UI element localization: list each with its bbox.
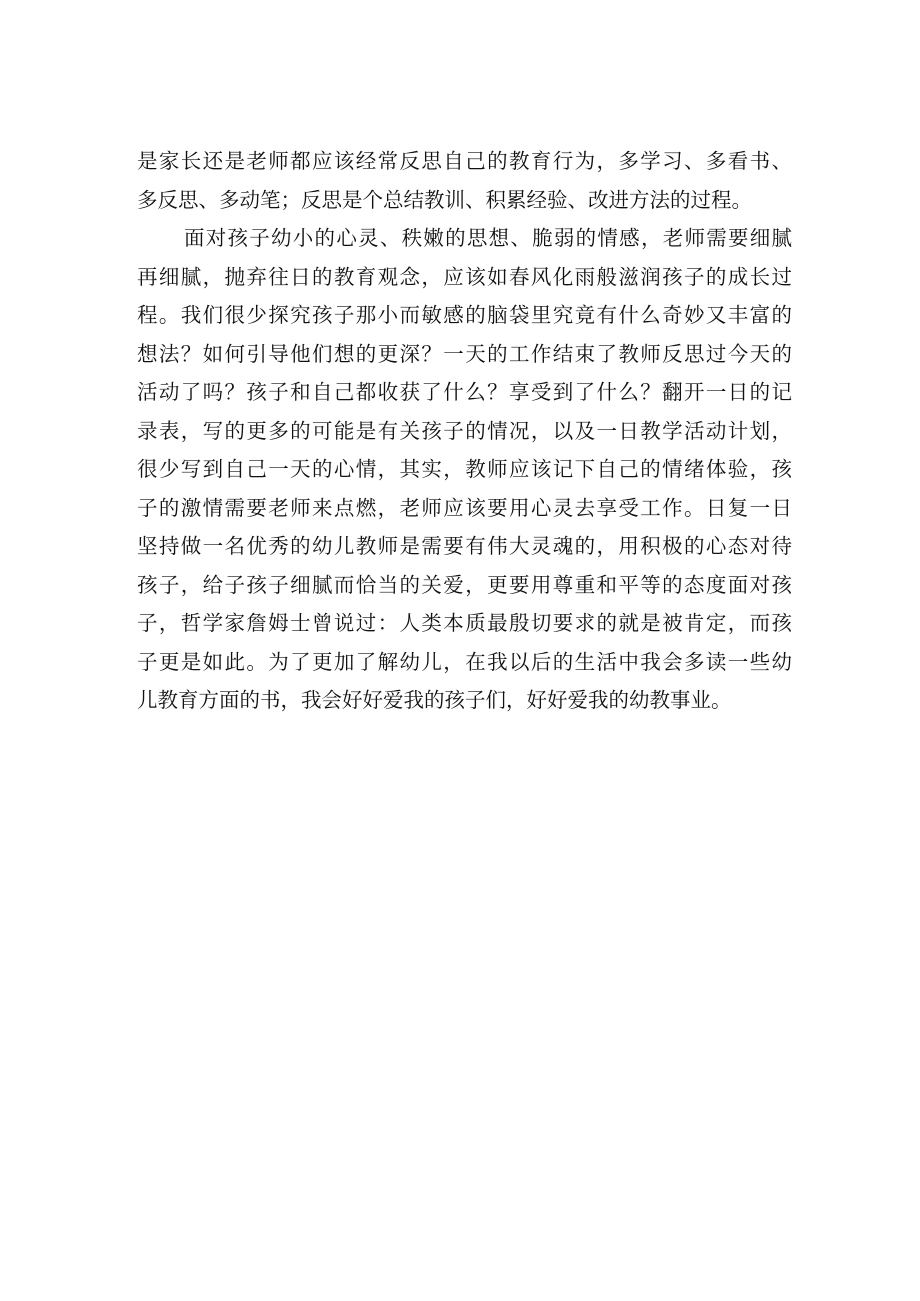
text-line: 再细腻，抛弃往日的教育观念，应该如春风化雨般滋润孩子的成长过 xyxy=(137,264,792,289)
text-line: 孩子，给子孩子细腻而恰当的关爱，更要用尊重和平等的态度面对孩 xyxy=(137,572,792,597)
body-text xyxy=(137,143,792,721)
text-line: 很少写到自己一天的心情，其实，教师应该记下自己的情绪体验，孩 xyxy=(137,457,792,481)
text-line: 儿教育方面的书，我会好好爱我的孩子们，好好爱我的幼教事业。 xyxy=(137,688,732,712)
text-line: 活动了吗？孩子和自己都收获了什么？享受到了什么？翻开一日的记 xyxy=(137,380,792,404)
text-line: 子的激情需要老师来点燃，老师应该要用心灵去享受工作。日复一日 xyxy=(137,495,792,520)
text-line: 坚持做一名优秀的幼儿教师是需要有伟大灵魂的，用积极的心态对待 xyxy=(137,534,792,558)
text-line: 是家长还是老师都应该经常反思自己的教育行为，多学习、多看书、 xyxy=(137,149,792,173)
text-line: 程。我们很少探究孩子那小而敏感的脑袋里究竟有什么奇妙又丰富的 xyxy=(137,303,792,327)
text-line: 想法？如何引导他们想的更深？一天的工作结束了教师反思过今天的 xyxy=(137,341,792,366)
text-line: 子，哲学家詹姆士曾说过：人类本质最殷切要求的就是被肯定，而孩 xyxy=(137,611,792,635)
paragraph-first-line: 面对孩子幼小的心灵、秩嫩的思想、脆弱的情感，老师需要细腻 xyxy=(184,226,792,250)
text-line: 子更是如此。为了更加了解幼儿，在我以后的生活中我会多读一些幼 xyxy=(137,649,792,674)
text-line: 多反思、多动笔；反思是个总结教训、积累经验、改进方法的过程。 xyxy=(137,187,752,212)
text-line: 录表，写的更多的可能是有关孩子的情况，以及一日教学活动计划， xyxy=(137,418,792,443)
